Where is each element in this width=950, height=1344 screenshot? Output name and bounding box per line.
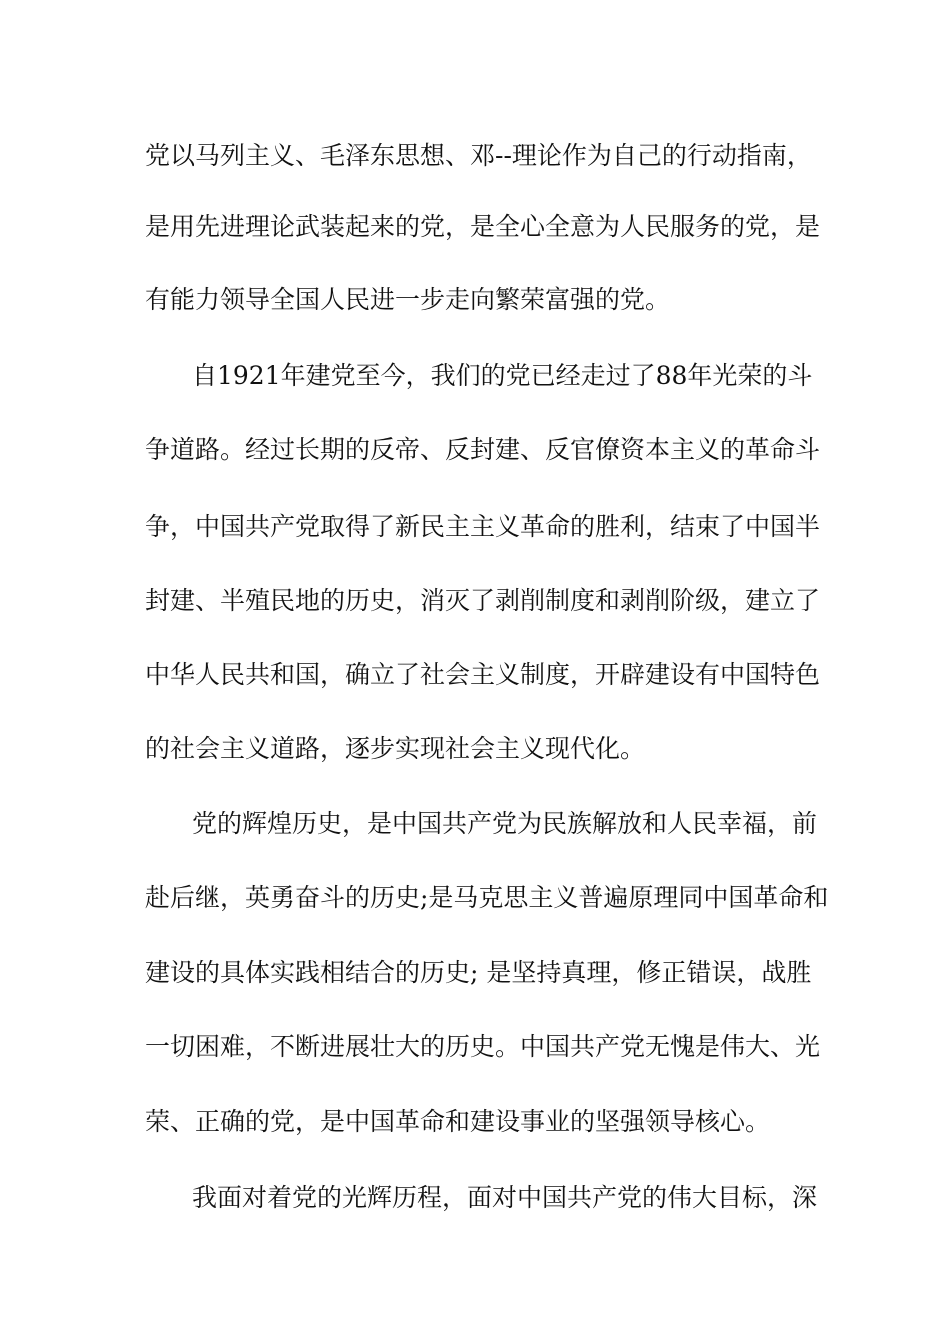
text-line-2: 是用先进理论武装起来的党，是全心全意为人民服务的党，是: [145, 212, 821, 241]
text-line-4: 自1921年建党至今，我们的党已经走过了88年光荣的斗: [192, 361, 813, 390]
text-line-1: 党以马列主义、毛泽东思想、邓--理论作为自己的行动指南，: [145, 141, 812, 170]
text-line-13: 一切困难，不断进展壮大的历史。中国共产党无愧是伟大、光: [145, 1032, 821, 1061]
text-line-10: 党的辉煌历史，是中国共产党为民族解放和人民幸福，前: [192, 809, 818, 838]
text-line-3: 有能力领导全国人民进一步走向繁荣富强的党。: [145, 285, 671, 314]
text-line-12: 建设的具体实践相结合的历史; 是坚持真理，修正错误，战胜: [145, 958, 812, 987]
text-line-9: 的社会主义道路，逐步实现社会主义现代化。: [145, 734, 646, 763]
text-line-7: 封建、半殖民地的历史，消灭了剥削制度和剥削阶级，建立了: [145, 586, 821, 615]
text-line-11: 赴后继，英勇奋斗的历史;是马克思主义普遍原理同中国革命和: [145, 883, 829, 912]
text-line-6: 争，中国共产党取得了新民主主义革命的胜利，结束了中国半: [145, 512, 821, 541]
text-line-15: 我面对着党的光辉历程，面对中国共产党的伟大目标，深: [192, 1183, 818, 1212]
text-line-8: 中华人民共和国，确立了社会主义制度，开辟建设有中国特色: [145, 660, 821, 689]
text-line-5: 争道路。经过长期的反帝、反封建、反官僚资本主义的革命斗: [145, 435, 821, 464]
text-line-14: 荣、正确的党，是中国革命和建设事业的坚强领导核心。: [145, 1107, 771, 1136]
